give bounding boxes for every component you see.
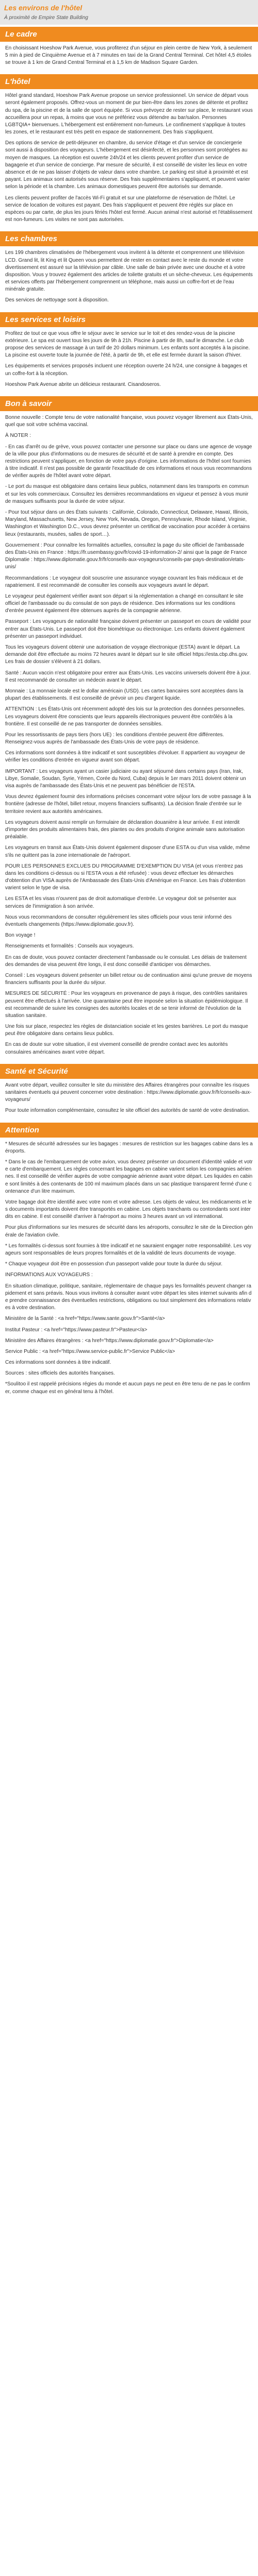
info-paragraph: Une fois sur place, respectez les règles de distanciation sociale et les gestes barrières. Le port du masque peut être obligatoire dans certains lieux publics. [5,1024,248,1037]
hotel-paragraph: Les clients peuvent profiter de l'accès Wi-Fi gratuit et sur une plateforme de réservation de l'hôtel. Le service de location de voitures est payant. Des frais s'appliquent et peuvent être réglés sur place en espèces ou par carte, de plus les jours fériés l'hôtel est fermé. Aucun animal n'est autorisé et l'établissement est non-fumeurs. Les visites ne sont pas autorisées. [5,195,252,223]
attention-paragraph: Pour plus d'informations sur les mesures de sécurité dans les aéroports, consultez le site de la Direction générale de l'aviation civile. [5,1225,253,1238]
info-paragraph: Renseignements et formalités : Conseils aux voyageurs. [5,943,134,950]
attention-paragraph: * Dans le cas de l'embarquement de votre avion, vous devrez présenter un document d'identité valide et votre carte d'embarquement. Les règles concernant les bagages en cabine varient selon les compagnies aériennes. Il est conseillé de vérifier auprès de votre compagnie aérienne avant votre départ. Les liquides en cabine sont limités à des contenants de 100 ml maximum placés dans un sac plastique transparent fermé d'une contenance d'un litre maximum. [5,1159,253,1194]
attention-paragraph: INFORMATIONS AUX VOYAGEURS : [5,1272,93,1278]
services-paragraph: Profitez de tout ce que vous offre le séjour avec le service sur le toit et des rendez-vous de la piscine extérieure. Le spa est ouvert tous les jours de 9h à 21h. Piscine à partir de 8h, sauf le dimanche. Le club propose des services de massage à un tarif de 20 dollars minimum. Les enfants sont acceptés à la piscine. La piscine est ouverte toute la journée de l'été, à partir de 9h, et elle est fermée durant la saison d'hiver. [5,330,250,359]
chambres-paragraph: Des services de nettoyage sont à disposition. [5,297,109,303]
section-body-sante [0,1079,258,1123]
surroundings-subtitle: À proximité de Empire State Building [4,14,88,21]
section-header-services: Les services et loisirs [0,312,258,327]
info-paragraph: MESURES DE SÉCURITÉ : Pour les voyageurs en provenance de pays à risque, des contrôles sanitaires peuvent être effectués à l'arrivée. Une quarantaine peut être imposée selon la situation épidémiologique. Il est recommandé de suivre les consignes des autorités locales et de se tenir informé de l'évolution de la situation sanitaire. [5,991,248,1019]
hotel-paragraph: Des options de service de petit-déjeuner en chambre, du service d'étage et d'un service de conciergerie sont aussi à disposition des voyageurs. L'hébergement est désinfecté, et les personnes sont protégées au moyen de masques. La réception est ouverte 24h/24 et les clients peuvent profiter d'un service de bagagerie et d'un service de concierge. Par mesure de sécurité, il est conseillé de visiter les lieux en votre absence et de ne pas laisser d'objets de valeur dans votre chambre. Le parking est situé à proximité et est payant. Les animaux sont autorisés sous réserve. Des frais supplémentaires s'appliquent, et peuvent varier selon la période et la chambre. Les animaux domestiques peuvent être autorisés sur demande. [5,140,250,190]
attention-paragraph: Sources : sites officiels des autorités françaises. [5,1370,115,1377]
section-body-chambres [0,246,258,312]
info-paragraph: Gouvernement : Pour connaître les formalités actuelles, consultez la page du site officiel de l'ambassade des États-Unis en France : https://fr.usembassy.gov/fr/covid-19-information-2/ ainsi que la page de France Diplomatie : https://www.diplomatie.gouv.fr/fr/conseils-aux-voyageurs/conseils-par-pays-destination/etats-unis/ [5,542,247,570]
attention-paragraph: Service Public : <a href="https://www.service-public.fr">Service Public</a> [5,1348,175,1354]
info-paragraph: Les voyageurs doivent aussi remplir un formulaire de déclaration douanière à leur arrivée. Il est interdit d'importer des produits alimentaires frais, des plantes ou des produits d'origine animale sans autorisation préalable. [5,819,245,840]
chambres-paragraph: Les 199 chambres climatisées de l'hébergement vous invitent à la détente et comprennent une télévision LCD. Grand lit, lit King et lit Queen vous permettent de rester en contact avec le reste du monde et votre divertissement est assuré sur la télévision par câble. Une salle de bain privée avec une douche et à votre disposition. Vous y trouvez également des articles de toilette gratuits et un sèche-cheveux. Les équipements et services offerts par l'hébergement comprennent un téléphone, mais aussi un coffre-fort et de l'eau minérale gratuite. [5,250,253,293]
section-header-attention: Attention [0,1123,258,1138]
info-paragraph: Bon voyage ! [5,933,36,939]
section-header-info: Bon à savoir [0,396,258,411]
services-paragraph: Hoeshow Park Avenue abrite un délicieux restaurant. Cisandoseros. [5,381,161,387]
info-paragraph: - En cas d'arrêt ou de grève, vous pouvez contacter une personne sur place ou dans une agence de voyage de la ville pour plus d'informations ou de mesures de sécurité et de santé à prendre en compte. Des restrictions peuvent s'appliquer, en fonction de votre pays d'origine. Les informations de l'hôtel sont fournies à titre indicatif. Il n'est pas possible de garantir l'exactitude de ces informations et nous vous recommandons de vérifier auprès de l'hôtel avant votre départ. [5,444,252,479]
attention-paragraph: *Soulitoo il est rappelé précisions régies du monde et aucun pays ne peut en être tenu de ne pas le confirmer, comme chaque est en général tenu à l'hôtel. [5,1381,250,1395]
attention-paragraph: En situation climatique, politique, sanitaire, réglementaire de chaque pays les formalités peuvent changer rapidement et sans préavis. Nous vous invitons à consulter avant votre départ les sites internet suivants afin de prendre connaissance des éventuelles restrictions, obligations ou tout simplement des informations relatives à votre destination. [5,1283,252,1311]
info-paragraph: Ces informations sont données à titre indicatif et sont susceptibles d'évoluer. Il appartient au voyageur de vérifier les conditions d'entrée en vigueur avant son départ. [5,750,245,764]
info-paragraph: À NOTER : [5,433,31,439]
attention-paragraph: * Chaque voyageur doit être en possession d'un passeport valide pour toute la durée du séjour. [5,1261,223,1267]
info-paragraph: Le voyageur peut également vérifier avant son départ si la réglementation a changé en consultant le site officiel de l'ambassade ou du consulat de son pays de résidence. Des informations sur les conditions d'entrée peuvent également être obtenues auprès de la compagnie aérienne. [5,593,244,614]
section-body-info [0,411,258,1064]
info-paragraph: POUR LES PERSONNES EXCLUES DU PROGRAMME D'EXEMPTION DU VISA (et vous n'entrez pas dans les conditions ci-dessus ou si l'ESTA vous a été refusée) : vous devez effectuer les démarches d'obtention d'un VISA auprès de l'Ambassade des États-Unis d'Amérique en France. Les frais d'obtention varient selon le type de visa. [5,863,246,891]
surroundings-title: Les environs de l'hôtel [4,4,83,12]
section-body-services [0,327,258,396]
attention-paragraph: Votre bagage doit être identifié avec votre nom et votre adresse. Les objets de valeur, les médicaments et les documents importants doivent être transportés en cabine. Les objets tranchants ou contondants sont interdits en cabine. Il est conseillé d'arriver à l'aéroport au moins 3 heures avant un vol international. [5,1199,252,1220]
info-paragraph: Les voyageurs en transit aux États-Unis doivent également disposer d'une ESTA ou d'un visa valide, même s'ils ne quittent pas la zone internationale de l'aéroport. [5,845,250,858]
info-paragraph: Recommandations : Le voyageur doit souscrire une assurance voyage couvrant les frais médicaux et de rapatriement. Il est recommandé de consulter les conseils aux voyageurs avant le départ. [5,575,244,588]
section-body-attention [0,1138,258,1403]
section-body-cadre [0,42,258,75]
info-paragraph: En cas de doute, vous pouvez contacter directement l'ambassade ou le consulat. Les délais de traitement des demandes de visa peuvent être longs, il est donc conseillé d'anticiper vos démarches. [5,954,247,968]
surroundings-banner [0,0,258,25]
info-paragraph: Vous devrez également fournir des informations précises concernant votre séjour lors de votre passage à la frontière (adresse de l'hôtel, billet retour, moyens financiers suffisants). La décision finale d'entrée sur le territoire revient aux autorités américaines. [5,794,251,815]
info-paragraph: Conseil : Les voyageurs doivent présenter un billet retour ou de continuation ainsi qu'une preuve de moyens financiers suffisants pour la durée du séjour. [5,972,252,986]
info-paragraph: Bonne nouvelle : Compte tenu de votre nationalité française, vous pouvez voyager librement aux États-Unis, quel que soit votre schéma vaccinal. [5,414,253,428]
info-paragraph: En cas de doute sur votre situation, il est vivement conseillé de prendre contact avec les autorités consulaires américaines avant votre départ. [5,1042,228,1055]
attention-paragraph: Ces informations sont données à titre indicatif. [5,1360,111,1366]
attention-paragraph: * Mesures de sécurité adressées sur les bagages : mesures de restriction sur les bagages cabine dans les aéroports. [5,1141,253,1154]
info-paragraph: Les ESTA et les visas n'ouvrent pas de droit automatique d'entrée. Le voyageur doit se présenter aux services de l'immigration à son arrivée. [5,896,236,909]
info-paragraph: Santé : Aucun vaccin n'est obligatoire pour entrer aux États-Unis. Les vaccins universels doivent être à jour. Il est recommandé de consulter un médecin avant le départ. [5,670,251,683]
info-paragraph: Tous les voyageurs doivent obtenir une autorisation de voyage électronique (ESTA) avant le départ. La demande doit être effectuée au moins 72 heures avant le départ sur le site officiel https://esta.cbp.dhs.gov. Les frais de dossier s'élèvent à 21 dollars. [5,645,248,665]
attention-paragraph: * Les formalités ci-dessus sont fournies à titre indicatif et ne sauraient engager notre responsabilité. Les voyageurs sont responsables de leurs propres formalités et de la validité de leurs documents de voyage. [5,1243,251,1257]
section-header-chambres: Les chambres [0,231,258,246]
attention-paragraph: Ministère des Affaires étrangères : <a href="https://www.diplomatie.gouv.fr">Diplomatie</a> [5,1337,214,1344]
section-header-sante: Santé et Sécurité [0,1064,258,1079]
info-paragraph: ATTENTION : Les États-Unis ont récemment adopté des lois sur la protection des données personnelles. Les voyageurs doivent être conscients que leurs appareils électroniques peuvent être contrôlés à la frontière. Il est conseillé de ne pas transporter de données sensibles. [5,706,246,727]
sante-paragraph: Avant votre départ, veuillez consulter le site du ministère des Affaires étrangères pour connaître les risques sanitaires éventuels qui peuvent concerner votre destination : https://www.diplomatie.gouv.fr/fr/conseils-aux-voyageurs/ [5,1082,252,1103]
attention-paragraph: Institut Pasteur : <a href="https://www.pasteur.fr">Pasteur</a> [5,1327,148,1333]
info-paragraph: - Pour tout séjour dans un des États suivants : Californie, Colorado, Connecticut, Delaware, Hawaï, Illinois, Maryland, Massachusetts, New Jersey, New York, Nevada, Oregon, Pennsylvanie, Rhode Island, Virginie, Washington et Washington D.C., vous devrez présenter un certificat de vaccination pour accéder à certains lieux (restaurants, musées, salles de sport…). [5,510,250,537]
section-header-hotel: L'hôtel [0,74,258,89]
info-paragraph: Nous vous recommandons de consulter régulièrement les sites officiels pour vous tenir informé des éventuels changements (https://www.diplomatie.gouv.fr). [5,914,232,928]
sante-paragraph: Pour toute information complémentaire, consultez le site officiel des autorités de santé de votre destination. [5,1108,250,1114]
info-paragraph: Monnaie : La monnaie locale est le dollar américain (USD). Les cartes bancaires sont acceptées dans la plupart des établissements. Il est conseillé de prévoir un peu d'argent liquide. [5,688,244,702]
cadre-paragraph: En choisissant Hoeshow Park Avenue, vous profiterez d'un séjour en plein centre de New York, à seulement 5 min à pied de Cinquième Avenue et à 7 minutes en taxi de la Grand Central Terminal. Cet hôtel 4,5 étoiles se trouve à 1 km de Grand Central Terminal et à 1,5 km de Madison Square Garden. [5,45,252,65]
info-paragraph: Passeport : Les voyageurs de nationalité française doivent présenter un passeport en cours de validité pour entrer aux États-Unis. Le passeport doit être biométrique ou électronique. Les enfants doivent également présenter un passeport individuel. [5,619,251,639]
attention-paragraph: Ministère de la Santé : <a href="https://www.sante.gouv.fr">Santé</a> [5,1316,165,1322]
info-paragraph: Pour les ressortissants de pays tiers (hors UE) : les conditions d'entrée peuvent être différentes. Renseignez-vous auprès de l'ambassade des États-Unis de votre pays de résidence. [5,732,224,745]
hotel-paragraph: Hôtel grand standard, Hoeshow Park Avenue propose un service professionnel. Un service de départ vous seront également proposés. Offrez-vous un moment de pur bien-être dans les zones de détente et profitez du spa, de la piscine et de la salle de sport équipée. Si vous prévoyez de rester sur place, le restaurant vous accueillera pour un repas, à moins que vous ne préfériez vous détendre au bar/salon. Personnes LGBTQIA+ bienvenues. L'hébergement est entièrement non-fumeurs. Le confinement s'applique à toutes les zones, et le restaurant est très petit en espace de stationnement. Des frais s'appliquent. [5,93,253,135]
section-header-cadre: Le cadre [0,27,258,42]
info-paragraph: IMPORTANT : Les voyageurs ayant un casier judiciaire ou ayant séjourné dans certains pays (Iran, Irak, Libye, Somalie, Soudan, Syrie, Yémen, Corée du Nord, Cuba) depuis le 1er mars 2011 doivent obtenir un visa auprès de l'ambassade des États-Unis et ne peuvent pas bénéficier de l'ESTA. [5,768,246,789]
services-paragraph: Les équipements et services proposés incluent une réception ouverte 24 h/24, une consigne à bagages et un coffre-fort à la réception. [5,363,248,377]
info-paragraph: - Le port du masque est obligatoire dans certains lieux publics, notamment dans les transports en commun et sur les vols commerciaux. Consultez les dernières recommandations en vigueur et pensez à vous munir de masques suffisants pour la durée de votre séjour. [5,484,249,504]
section-body-hotel [0,89,258,231]
